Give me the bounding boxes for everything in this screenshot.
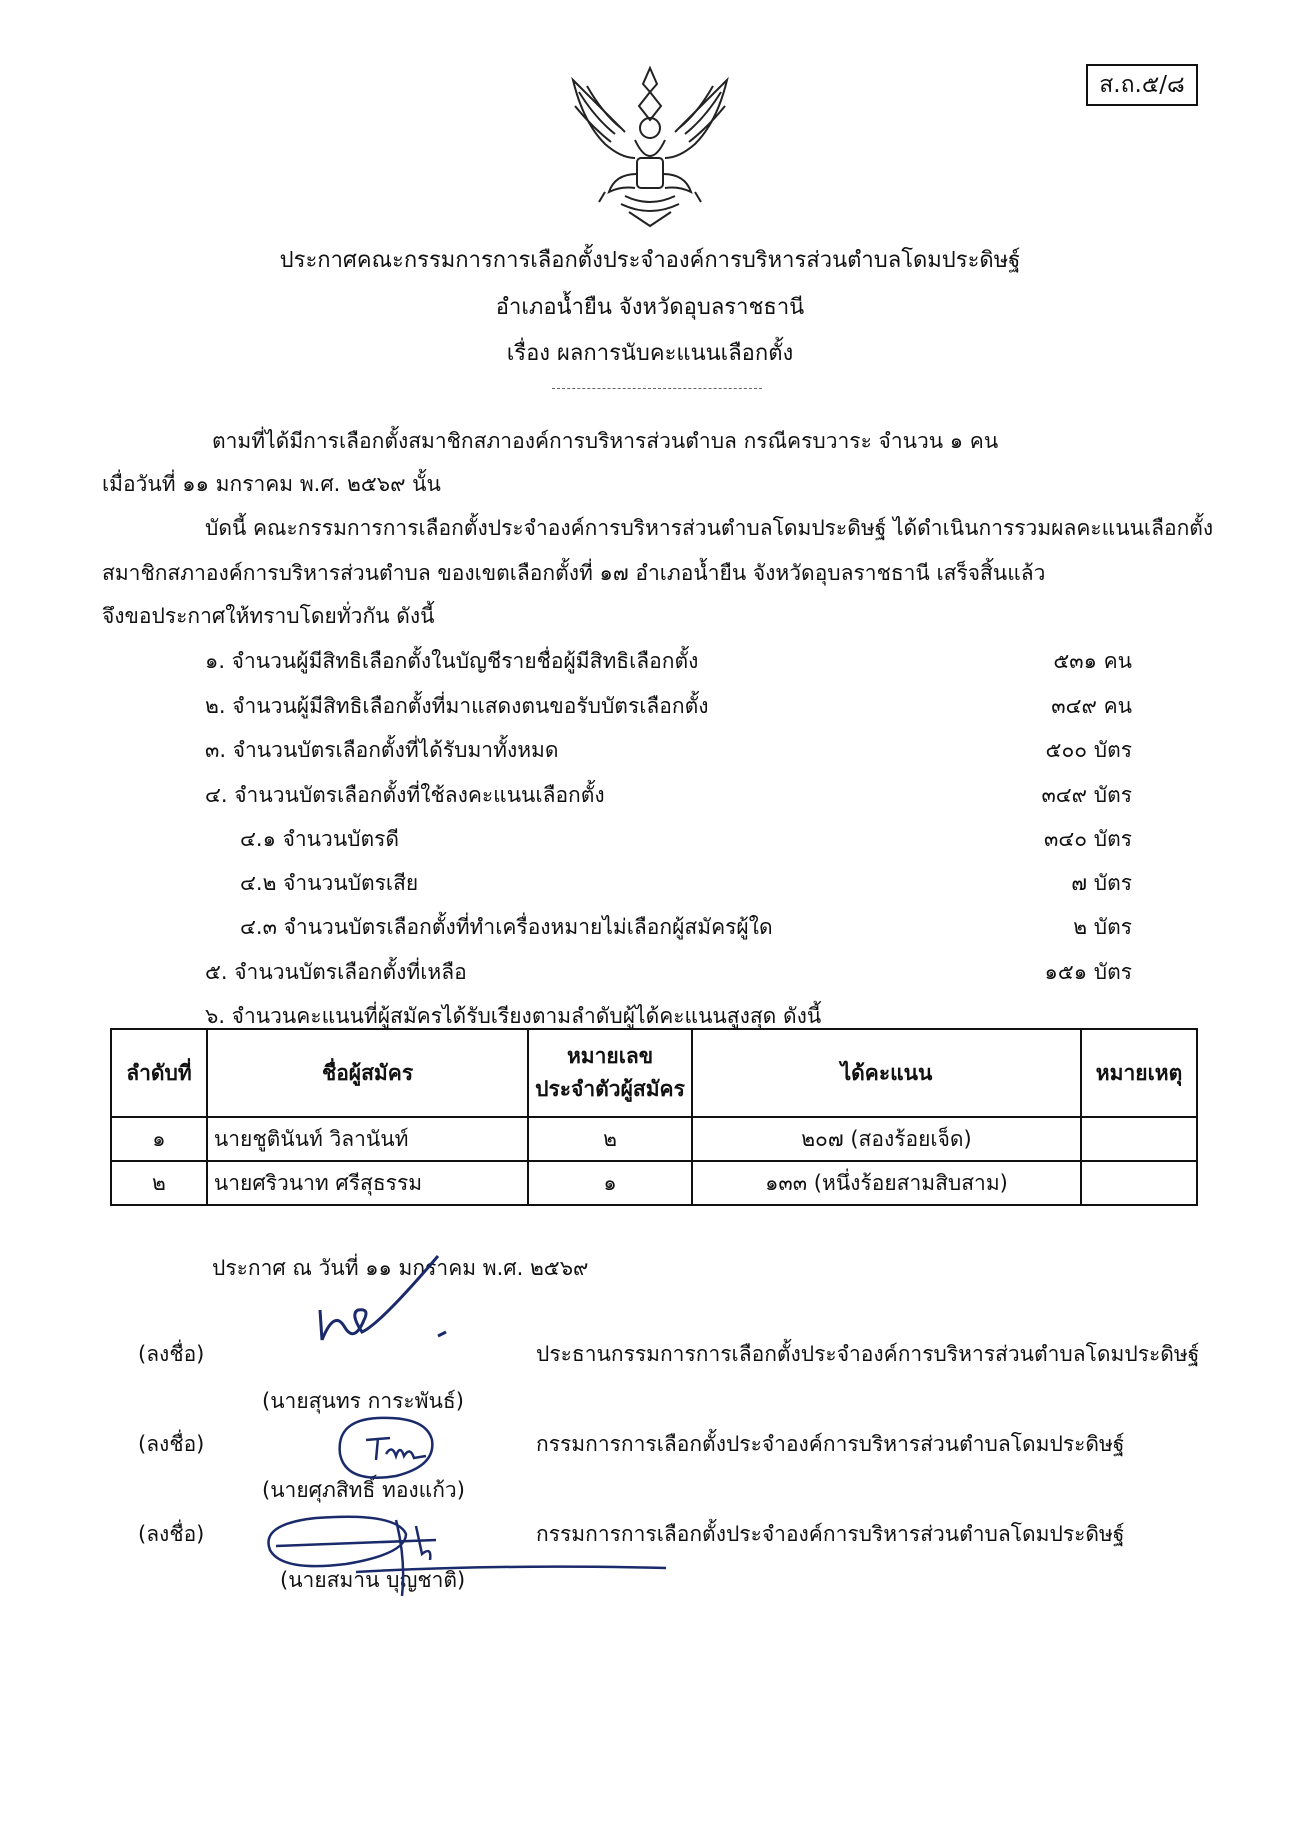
item-value: ๓๔๙ คน (1051, 694, 1132, 718)
item-label: ๑. จำนวนผู้มีสิทธิเลือกตั้งในบัญชีรายชื่อผู้มีสิทธิเลือกตั้ง (205, 649, 699, 673)
item-value: ๕๓๑ คน (1053, 649, 1132, 673)
item-label: ๔.๑ จำนวนบัตรดี (240, 827, 400, 851)
col-name-header: ชื่อผู้สมัคร (207, 1029, 528, 1117)
signer-printed-name: (นายสมาน บุญชาติ) (280, 1568, 466, 1592)
cell-name: นายชูตินันท์ วิลานันท์ (207, 1117, 528, 1161)
item-label: ๓. จำนวนบัตรเลือกตั้งที่ได้รับมาทั้งหมด (205, 738, 559, 762)
handwritten-signature (310, 1240, 460, 1350)
signer-position: กรรมการการเลือกตั้งประจำองค์การบริหารส่วนตำบลโดมประดิษฐ์ (536, 1432, 1125, 1456)
item-label: ๔. จำนวนบัตรเลือกตั้งที่ใช้ลงคะแนนเลือกตั้ง (205, 783, 605, 807)
item-value: ๒ บัตร (1073, 915, 1132, 939)
handwritten-signature (326, 1410, 446, 1490)
cell-score: ๑๓๓ (หนึ่งร้อยสามสิบสาม) (692, 1161, 1081, 1205)
cell-rank: ๑ (111, 1117, 207, 1161)
intro-p1-line1: ตามที่ได้มีการเลือกตั้งสมาชิกสภาองค์การบริหารส่วนตำบล กรณีครบวาระ จำนวน ๑ คน (212, 429, 999, 453)
intro-p2-line3: จึงขอประกาศให้ทราบโดยทั่วกัน ดังนี้ (102, 604, 435, 628)
cell-remark (1081, 1117, 1197, 1161)
results-table (110, 1028, 1198, 1206)
col-rank-header: ลำดับที่ (111, 1029, 207, 1117)
table-row (111, 1161, 1197, 1205)
sign-label: (ลงชื่อ) (138, 1432, 205, 1456)
table-header-row (111, 1029, 1197, 1117)
cell-name: นายศริวนาท ศรีสุธรรม (207, 1161, 528, 1205)
signer-printed-name: (นายสุนทร การะพันธ์) (262, 1389, 464, 1413)
item-value: ๗ บัตร (1071, 871, 1132, 895)
col-number-header (528, 1029, 692, 1117)
cell-number: ๒ (528, 1117, 692, 1161)
table-row (111, 1117, 1197, 1161)
signer-printed-name: (นายศุภสิทธิ์ ทองแก้ว) (262, 1478, 465, 1502)
announcement-date: ประกาศ ณ วันที่ ๑๑ มกราคม พ.ศ. ๒๕๖๙ (212, 1256, 589, 1280)
item-value: ๕๐๐ บัตร (1045, 738, 1132, 762)
sign-label: (ลงชื่อ) (138, 1342, 205, 1366)
item-label: ๒. จำนวนผู้มีสิทธิเลือกตั้งที่มาแสดงตนขอรับบัตรเลือกตั้ง (205, 694, 709, 718)
header-line-2: อำเภอน้ำยืน จังหวัดอุบลราชธานี (495, 295, 805, 320)
col-score-header: ได้คะแนน (692, 1029, 1081, 1117)
intro-p1-line2: เมื่อวันที่ ๑๑ มกราคม พ.ศ. ๒๕๖๙ นั้น (102, 472, 441, 496)
sign-label: (ลงชื่อ) (138, 1522, 205, 1546)
signer-position: ประธานกรรมการการเลือกตั้งประจำองค์การบริหารส่วนตำบลโดมประดิษฐ์ (536, 1342, 1200, 1366)
item-label: ๔.๓ จำนวนบัตรเลือกตั้งที่ทำเครื่องหมายไม่เลือกผู้สมัครผู้ใด (240, 915, 773, 939)
header-line-1: ประกาศคณะกรรมการการเลือกตั้งประจำองค์การบริหารส่วนตำบลโดมประดิษฐ์ (279, 248, 1021, 273)
cell-remark (1081, 1161, 1197, 1205)
cell-rank: ๒ (111, 1161, 207, 1205)
garuda-emblem-icon (565, 62, 735, 230)
intro-p2-line1: บัดนี้ คณะกรรมการการเลือกตั้งประจำองค์การบริหารส่วนตำบลโดมประดิษฐ์ ได้ดำเนินการรวมผลคะแนนเลือกตั้ง (205, 516, 1214, 540)
col-number-header-line1: หมายเลข (566, 1044, 654, 1068)
intro-p2-line2: สมาชิกสภาองค์การบริหารส่วนตำบล ของเขตเลือกตั้งที่ ๑๗ อำเภอน้ำยืน จังหวัดอุบลราชธานี เสร็จสิ้นแล้ว (102, 561, 1046, 585)
item-value: ๓๔๐ บัตร (1044, 827, 1132, 851)
cell-score: ๒๐๗ (สองร้อยเจ็ด) (692, 1117, 1081, 1161)
item-label: ๕. จำนวนบัตรเลือกตั้งที่เหลือ (205, 960, 467, 984)
item-value: ๑๕๑ บัตร (1044, 960, 1132, 984)
col-remark-header: หมายเหตุ (1081, 1029, 1197, 1117)
col-number-header-line2: ประจำตัวผู้สมัคร (535, 1077, 685, 1101)
cell-number: ๑ (528, 1161, 692, 1205)
signer-position: กรรมการการเลือกตั้งประจำองค์การบริหารส่วนตำบลโดมประดิษฐ์ (536, 1522, 1125, 1546)
header-subject: เรื่อง ผลการนับคะแนนเลือกตั้ง (506, 341, 794, 366)
handwritten-signature (256, 1500, 676, 1600)
form-code-box: ส.ถ.๕/๘ (1086, 64, 1198, 106)
header-divider (552, 388, 762, 389)
item-value: ๓๔๙ บัตร (1041, 783, 1132, 807)
item-label: ๔.๒ จำนวนบัตรเสีย (240, 871, 419, 895)
item-label: ๖. จำนวนคะแนนที่ผู้สมัครได้รับเรียงตามลำดับผู้ได้คะแนนสูงสุด ดังนี้ (205, 1004, 822, 1028)
